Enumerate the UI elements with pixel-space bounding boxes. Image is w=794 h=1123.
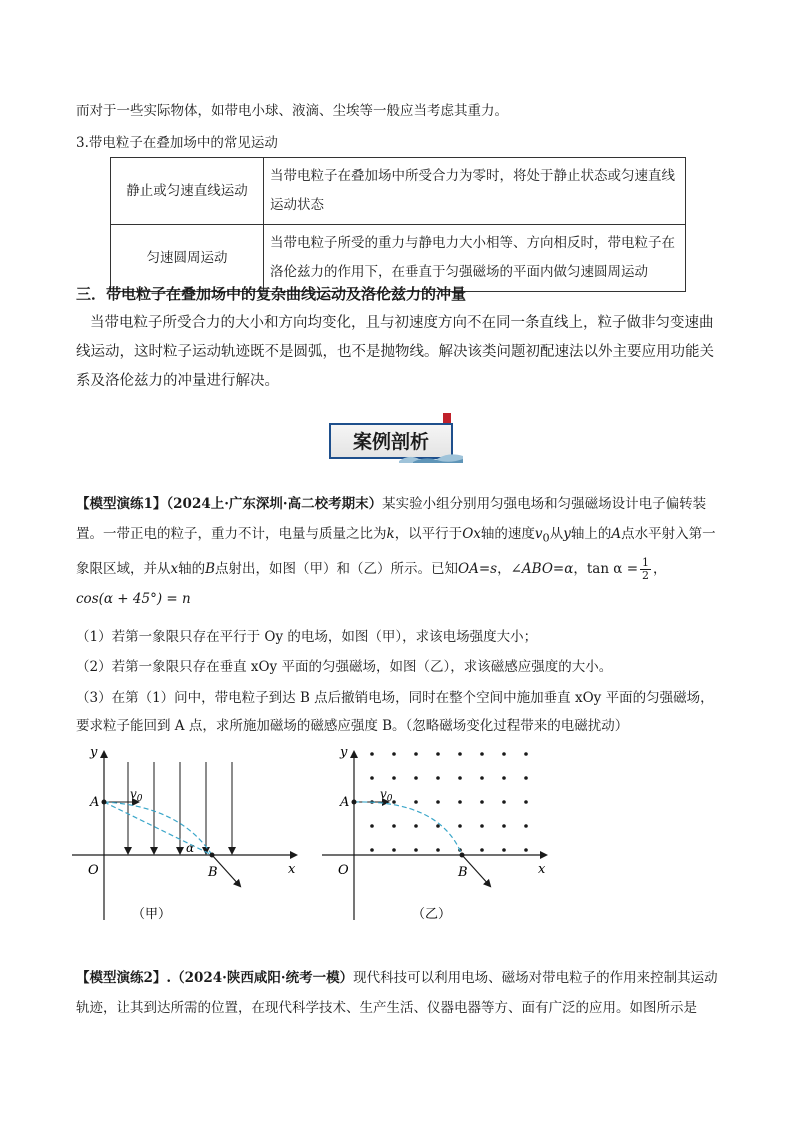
var-y: y (563, 526, 571, 542)
label-a: A (340, 795, 350, 810)
var-b: B (205, 560, 216, 577)
field-dot (524, 848, 528, 852)
var-v-sub: 0 (542, 531, 550, 545)
field-dot (436, 800, 440, 804)
field-dot (524, 776, 528, 780)
field-dot (480, 752, 484, 756)
stem-text: 某实验小组分别用匀强电场和匀强磁场设计电子偏转装置。一带正电的粒子，重力不计，电量与质量之比为 (76, 496, 707, 542)
stem-text: 点水平射入第一象限区域，并从 (76, 526, 716, 577)
problem-1-tag: 【模型演练1】 (76, 496, 167, 512)
field-dot (414, 800, 418, 804)
problem-2-line-1: 现代科技可以利用电场、磁场对带电粒子的作用来控制其运动 (353, 970, 718, 986)
table-row (111, 158, 686, 225)
field-dot (436, 848, 440, 852)
label-v: $v_0$ (130, 787, 143, 804)
figure-a (70, 740, 310, 930)
field-dot (524, 752, 528, 756)
field-dot (370, 776, 374, 780)
section-paragraph (76, 309, 724, 396)
field-dot (502, 752, 506, 756)
field-dot (370, 824, 374, 828)
field-dot (458, 824, 462, 828)
problem-1-source: （2024上·广东深圳·高二校考期末） (166, 496, 383, 512)
field-dot (392, 824, 396, 828)
stem-text: ， (573, 560, 587, 577)
field-dot (480, 800, 484, 804)
stem-text: 轴的 (178, 560, 206, 577)
field-dot (524, 824, 528, 828)
problem-1 (76, 489, 724, 614)
field-dot (480, 776, 484, 780)
field-dot (502, 776, 506, 780)
var-x: x (170, 560, 179, 577)
figure-b-caption: （乙） (412, 907, 452, 922)
field-dot (458, 752, 462, 756)
line-ab (104, 802, 212, 855)
point-a (352, 800, 357, 805)
field-dot (392, 800, 396, 804)
given-oa: OA=s (458, 560, 498, 577)
fraction-numerator: 1 (642, 555, 650, 569)
problem-2-line-2: 轨迹，让其到达所需的位置，在现代科学技术、生产生活、仪器电器等方、面有广泛的应用。如图所示是 (76, 1000, 697, 1016)
stem-text: 从 (549, 526, 564, 542)
section-3-title: 3.带电粒子在叠加场中的常见运动 (76, 135, 278, 151)
stem-text: ，以平行于 (394, 526, 463, 542)
given-cos: cos(α + 45°) = n (76, 590, 191, 607)
magnetic-field-dots (370, 752, 528, 852)
field-dot (480, 848, 484, 852)
field-dot (436, 776, 440, 780)
intro-line: 而对于一些实际物体，如带电小球、液滴、尘埃等一般应当考虑其重力。 (76, 103, 508, 119)
label-b: B (458, 865, 468, 880)
motion-type: 静止或匀速直线运动 (111, 158, 264, 225)
motion-description: 当带电粒子在叠加场中所受合力为零时，将处于静止状态或匀速直线运动状态 (264, 158, 686, 225)
motion-description: 当带电粒子所受的重力与静电力大小相等、方向相反时，带电粒子在洛伦兹力的作用下，在垂直于匀强磁场的平面内做匀速圆周运动 (264, 225, 686, 292)
field-dot (392, 776, 396, 780)
field-dot (414, 824, 418, 828)
label-o: O (338, 863, 349, 878)
var-ox: Ox (462, 526, 481, 542)
problem-2 (76, 963, 724, 1023)
stem-text: 轴的速度 (480, 526, 535, 542)
var-k: k (386, 526, 395, 542)
field-dot (414, 776, 418, 780)
banner-label: 案例剖析 (352, 431, 429, 453)
label-alpha: α (186, 841, 195, 855)
label-a: A (90, 795, 100, 810)
label-b: B (208, 865, 218, 880)
case-analysis-banner (329, 413, 463, 465)
motion-table (110, 157, 686, 292)
figure-b (320, 740, 560, 930)
field-dot (370, 752, 374, 756)
label-x: x (288, 862, 296, 877)
paragraph-text: 当带电粒子所受合力的大小和方向均变化，且与初速度方向不在同一条直线上，粒子做非匀变速曲线运动，这时粒子运动轨迹既不是圆弧，也不是抛物线。解决该类问题初配速法以外主要应用功能关系及洛伦兹力的冲量进行解决。 (76, 315, 714, 389)
question-3-line-1: （3）在第（1）问中，带电粒子到达 B 点后撤销电场，同时在整个空间中施加垂直 xOy 平面的匀强磁场， (76, 690, 714, 706)
label-x: x (538, 862, 546, 877)
stem-text: ， (497, 560, 511, 577)
label-y: y (90, 745, 98, 760)
stem-text: 轴上的 (570, 526, 612, 542)
stem-text: 点射出，如图（甲）和（乙）所示。已知 (215, 560, 459, 577)
field-dot (458, 776, 462, 780)
label-y: y (340, 745, 348, 760)
field-dot (502, 848, 506, 852)
banner-wave-icon (399, 453, 463, 463)
field-dot (370, 848, 374, 852)
table-row (111, 225, 686, 292)
trajectory-curve (354, 802, 462, 855)
label-o: O (88, 863, 99, 878)
question-3-line-2: 要求粒子能回到 A 点，求所施加磁场的磁感应强度 B。（忽略磁场变化过程带来的电磁扰动） (76, 718, 629, 734)
field-dot (458, 800, 462, 804)
given-angle: ∠ABO=α (510, 560, 574, 577)
stem-text: ， (653, 560, 667, 577)
field-dot (414, 752, 418, 756)
var-a: A (611, 526, 622, 542)
problem-2-tag: 【模型演练2】 (76, 970, 167, 986)
fraction-denominator: 2 (642, 568, 650, 582)
field-dot (524, 800, 528, 804)
question-1: （1）若第一象限只存在平行于 Oy 的电场，如图（甲），求该电场强度大小； (76, 629, 538, 645)
given-tan: tan α = (586, 560, 639, 577)
figure-a-caption: （甲） (132, 907, 172, 922)
field-dot (436, 752, 440, 756)
fraction (640, 557, 651, 582)
field-dot (392, 752, 396, 756)
field-dot (392, 848, 396, 852)
point-b (210, 853, 215, 858)
problem-2-source: .（2024·陕西咸阳·统考一模） (166, 970, 354, 986)
point-a (102, 800, 107, 805)
field-dot (480, 824, 484, 828)
field-dot (502, 800, 506, 804)
field-dot (414, 848, 418, 852)
point-b (460, 853, 465, 858)
field-dot (436, 824, 440, 828)
label-v: $v_0$ (380, 787, 393, 804)
var-v: v (534, 526, 543, 542)
section-heading: 三．带电粒子在叠加场中的复杂曲线运动及洛伦兹力的冲量 (76, 285, 467, 303)
field-dot (502, 824, 506, 828)
question-2: （2）若第一象限只存在垂直 xOy 平面的匀强磁场，如图（乙），求该磁感应强度的大小。 (76, 659, 613, 675)
motion-type: 匀速圆周运动 (111, 225, 264, 292)
